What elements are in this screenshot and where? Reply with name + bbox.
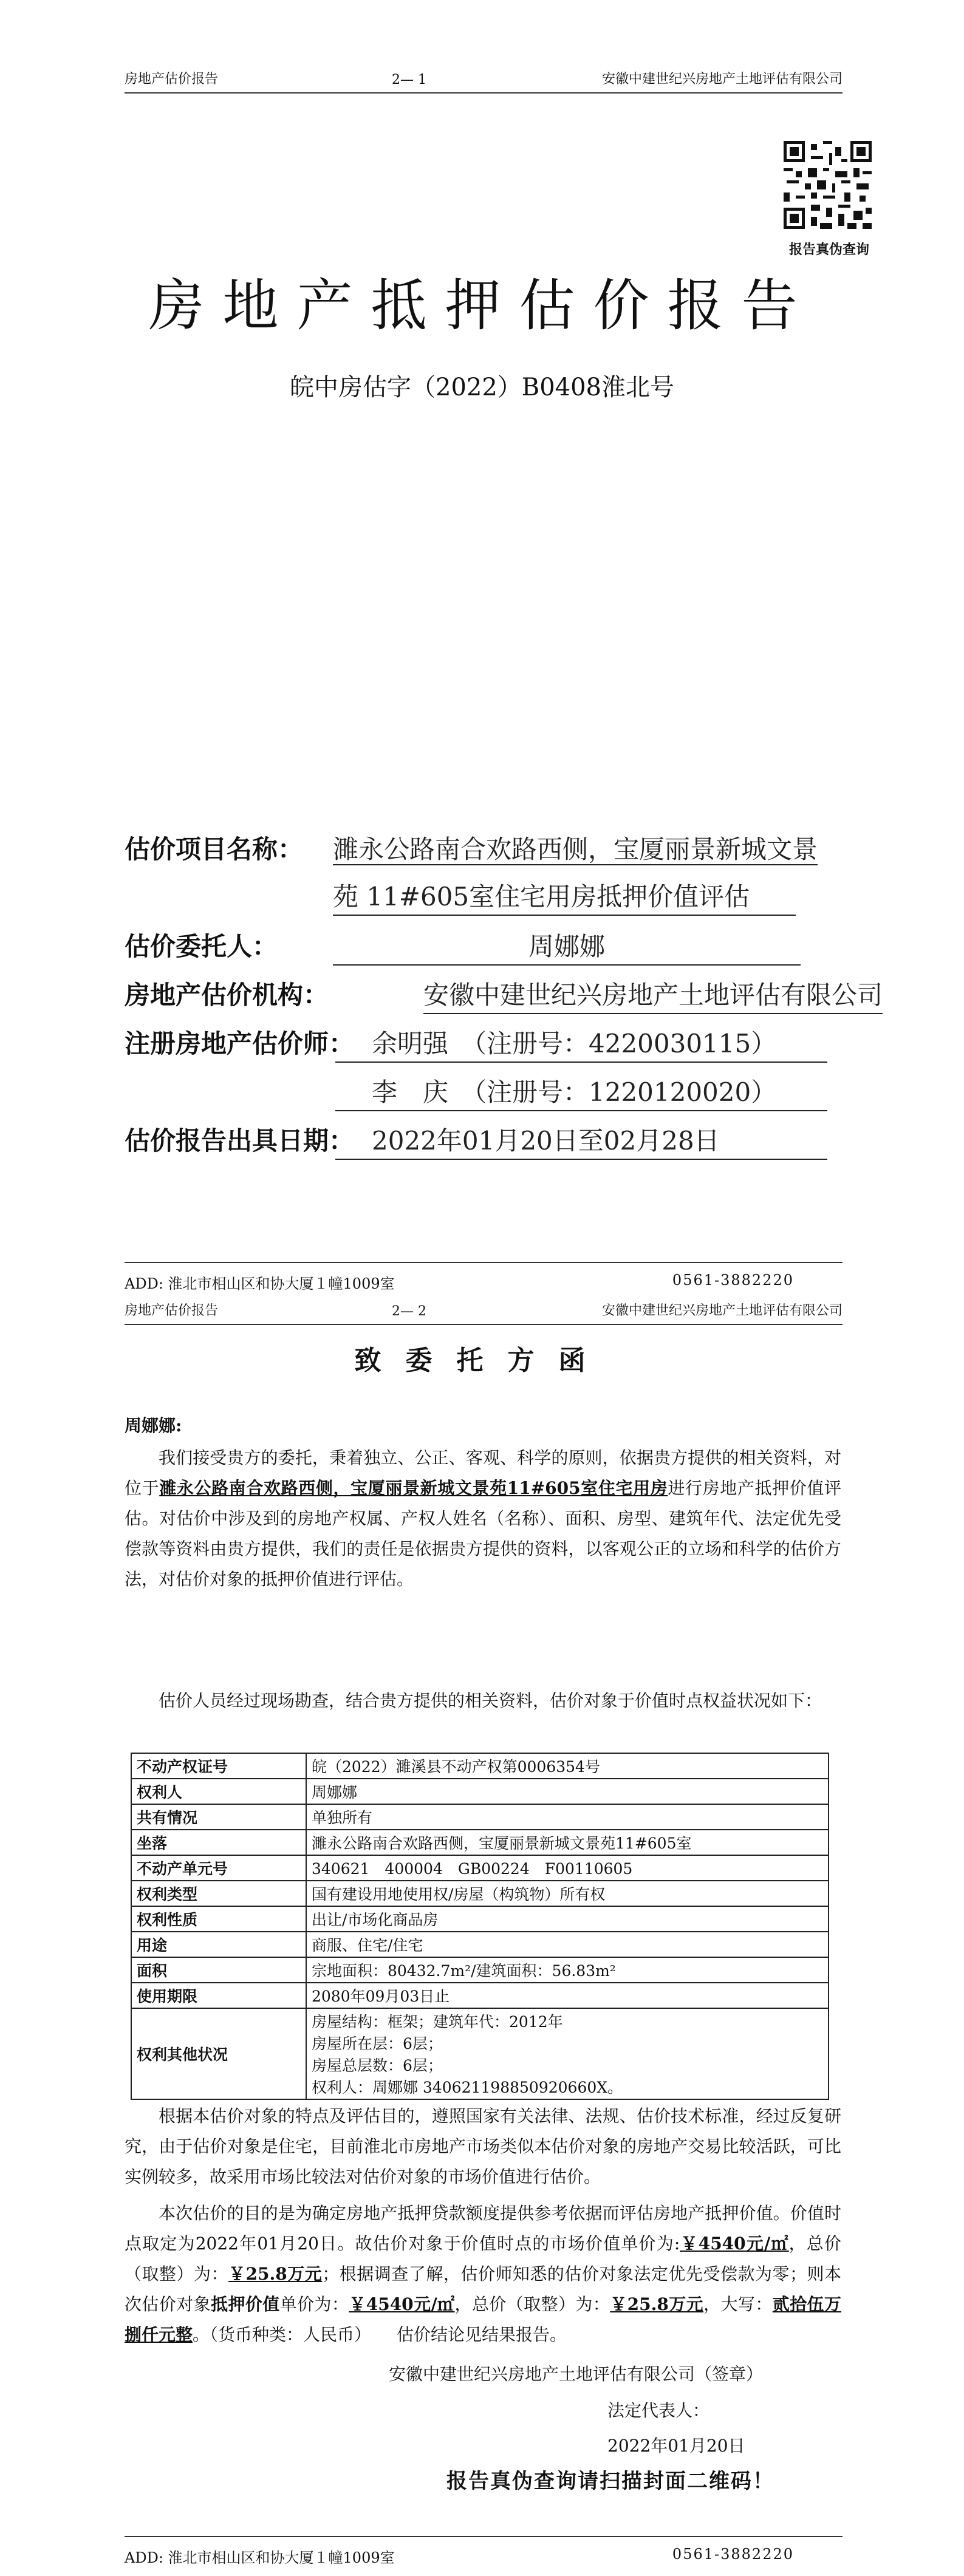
table-row: [131, 1830, 829, 1855]
qr-caption: 报告真伪查询: [788, 242, 869, 257]
header-left: 房地产估价报告: [125, 72, 219, 87]
letter-paragraph-3: 根据本估价对象的特点及评估目的，遵照国家有关法律、法规、估价技术标准，经过反复研究，由于估价对象是住宅，目前淮北市房地产市场类似本估价对象的房地产交易比较活跃，可比实例较多，故采用市场比较法对估价对象的市场价值进行估价。: [125, 2106, 841, 2187]
p4-text-i: ，总价（取整）为：: [454, 2294, 610, 2314]
client-label: 估价委托人：: [125, 932, 278, 961]
report-date-value: 2022年01月20日至02月28日: [335, 1121, 827, 1160]
table-key: 权利类型: [131, 1881, 306, 1906]
table-value: 2080年09月03日止: [306, 1983, 829, 2008]
p1-text-c: 进行房地产抵押价值评估。对估价中涉及到的房地产权属、产权人姓名（名称）、面积、房型、建筑年代、法定优先受偿款等资料由贵方提供，我们的责任是依据贵方提供的资料，以客观公正的立场和科学的估价方法，对估价对象的抵押价值进行评估。: [125, 1478, 841, 1589]
table-key: 权利人: [131, 1779, 306, 1804]
appraiser-1: 余明强 （注册号：4220030115）: [335, 1024, 827, 1063]
signature-date: 2022年01月20日: [607, 2436, 745, 2456]
table-value: 宗地面积：80432.7m²/建筑面积：56.83m²: [306, 1957, 829, 1983]
letter-title: 致委托方函: [354, 1345, 610, 1376]
footer-address: ADD: 淮北市相山区和协大厦１幢1009室: [125, 2549, 395, 2566]
table-row: [131, 1804, 829, 1830]
market-total-price: ￥25.8万元: [228, 2264, 323, 2284]
footer-phone: 0561-3882220: [672, 2546, 794, 2563]
report-title: 房地产抵押估价报告: [148, 273, 816, 338]
table-row: [131, 1855, 829, 1881]
letter-paragraph-1: [125, 1443, 841, 1595]
p4-text-c: ，总价（取整）为：: [125, 2234, 841, 2284]
qr-code-icon[interactable]: [784, 141, 872, 229]
table-value: 皖（2022）濉溪县不动产权第0006354号: [306, 1753, 829, 1779]
project-value-line2: 苑 11#605室住宅用房抵押价值评估: [333, 877, 796, 916]
table-value: 国有建设用地使用权/房屋（构筑物）所有权: [306, 1881, 829, 1906]
market-unit-price: ￥4540元/㎡: [680, 2234, 789, 2254]
agency-value: 安徽中建世纪兴房地产土地评估有限公司: [423, 975, 883, 1014]
table-row: [131, 1932, 829, 1957]
appraiser-2: 李 庆 （注册号：1220120020）: [335, 1072, 827, 1111]
footer-address: ADD: 淮北市相山区和协大厦１幢1009室: [125, 1275, 395, 1292]
table-key: 面积: [131, 1957, 306, 1983]
p1-text-a: 我们接受贵方的委托，秉着独立、公正、客观、科学的原则，依据贵方提供的相关资料，对位于: [125, 1448, 841, 1498]
table-row: [131, 1779, 829, 1804]
agency-label: 房地产估价机构：: [125, 980, 329, 1010]
table-key: 用途: [131, 1932, 306, 1957]
table-row: [131, 1753, 829, 1779]
table-key: 不动产单元号: [131, 1855, 306, 1881]
letter-page: [0, 1300, 964, 2576]
other-status-line: 房屋所在层：6层；: [312, 2035, 443, 2053]
other-status-line: 房屋结构：框架；建筑年代：2012年: [312, 2013, 563, 2031]
table-key: 权利性质: [131, 1906, 306, 1932]
table-key: 权利其他状况: [131, 2008, 306, 2099]
table-value: 出让/市场化商品房: [306, 1906, 829, 1932]
table-value: 商服、住宅/住宅: [306, 1932, 829, 1957]
table-key: 使用期限: [131, 1983, 306, 2008]
client-value: 周娜娜: [333, 927, 801, 966]
table-row: [131, 2008, 829, 2099]
p4-text-e: ；根据调查了解，估价师知悉的估价对象法定优先受偿款为零；则本次估价对象: [125, 2264, 841, 2314]
p4-text-g: 单价为：: [279, 2294, 349, 2314]
page-footer: [125, 1262, 843, 1293]
signature-legal-rep: 法定代表人：: [607, 2401, 710, 2421]
signature-company: 安徽中建世纪兴房地产土地评估有限公司（签章）: [389, 2364, 764, 2384]
amount-in-words: 贰拾伍万捌仟元整: [125, 2294, 841, 2345]
appraiser-label: 注册房地产估价师：: [125, 1029, 355, 1058]
letter-paragraph-2: 估价人员经过现场勘查，结合贵方提供的相关资料，估价对象于价值时点权益状况如下：: [159, 1691, 822, 1711]
other-status-line: 权利人：周娜娜 340621198850920660X。: [312, 2079, 623, 2096]
table-row: [131, 1957, 829, 1983]
footer-phone: 0561-3882220: [672, 1272, 794, 1289]
p1-property-address: 濉永公路南合欢路西侧，宝厦丽景新城文景苑11#605室住宅用房: [159, 1478, 668, 1498]
page-header: [125, 68, 843, 94]
p4-text-m: 。（货币种类：人民币） 估价结论见结果报告。: [193, 2325, 567, 2345]
header-page-number: 2— 1: [392, 72, 426, 87]
table-row: [131, 1881, 829, 1906]
header-company: 安徽中建世纪兴房地产土地评估有限公司: [601, 1303, 843, 1318]
report-reference-number: 皖中房估字（2022）B0408淮北号: [290, 373, 674, 401]
project-value-line1-text: 濉永公路南合欢路西侧，宝厦丽景新城文景: [333, 834, 818, 864]
letter-paragraph-4: [125, 2198, 841, 2350]
table-row: [131, 1906, 829, 1932]
p4-mortgage-value-label: 抵押价值: [211, 2294, 280, 2314]
p4-text-a: 本次估价的目的是为确定房地产抵押贷款额度提供参考依据而评估房地产抵押价值。价值时点取定为2022年01月20日。故估价对象于价值时点的市场价值单价为:: [125, 2203, 841, 2254]
page-footer: [125, 2536, 843, 2567]
p4-text-k: ，大写：: [703, 2294, 773, 2314]
table-key: 共有情况: [131, 1804, 306, 1830]
rights-table: [131, 1753, 829, 2100]
header-page-number: 2— 2: [392, 1304, 426, 1319]
other-status-line: 房屋总层数：6层；: [312, 2057, 443, 2074]
table-value: 单独所有: [306, 1804, 829, 1830]
table-key: 坐落: [131, 1830, 306, 1855]
mortgage-unit-price: ￥4540元/㎡: [349, 2294, 455, 2314]
table-value: 周娜娜: [306, 1779, 829, 1804]
table-key: 不动产权证号: [131, 1753, 306, 1779]
report-date-label: 估价报告出具日期：: [125, 1126, 355, 1156]
table-value: 濉永公路南合欢路西侧，宝厦丽景新城文景苑11#605室: [306, 1830, 829, 1855]
table-value: 340621 400004 GB00224 F00110605: [306, 1855, 829, 1881]
authenticity-warning: 报告真伪查询请扫描封面二维码！: [446, 2469, 774, 2493]
header-left: 房地产估价报告: [125, 1303, 219, 1318]
project-label: 估价项目名称：: [125, 834, 304, 864]
letter-greeting: 周娜娜:: [125, 1416, 182, 1436]
page-header: [125, 1300, 843, 1325]
table-value-other: [306, 2008, 829, 2099]
project-value-line1: [333, 830, 818, 867]
mortgage-total-price: ￥25.8万元: [610, 2294, 704, 2314]
header-company: 安徽中建世纪兴房地产土地评估有限公司: [601, 72, 843, 87]
table-row: [131, 1983, 829, 2008]
